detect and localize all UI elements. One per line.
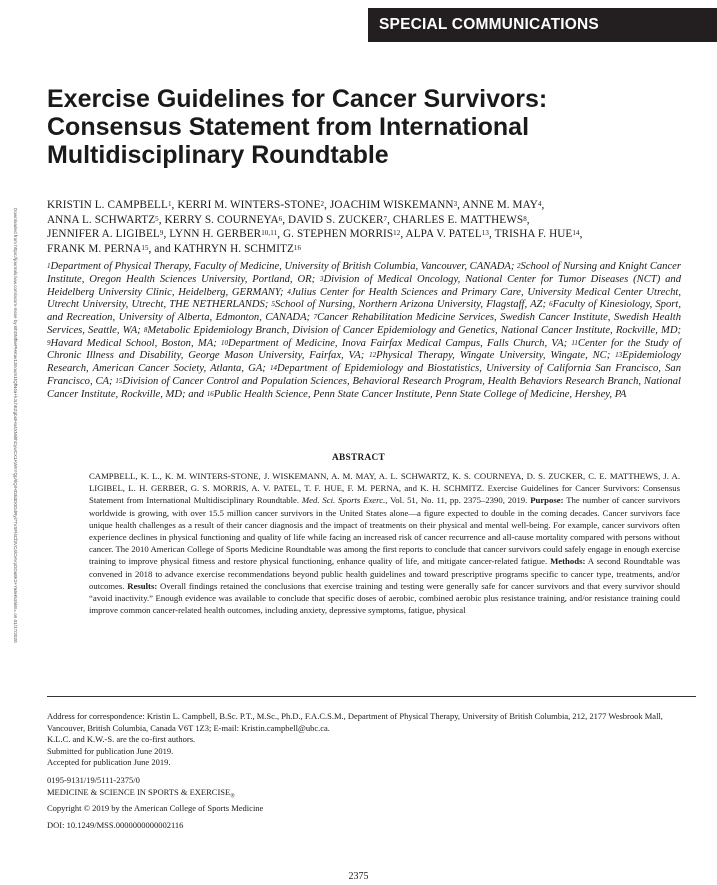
registered-mark: ®	[230, 793, 235, 800]
methods-text: A second Roundtable was convened in 2018 to advance exercise recommendations beyond public health guidelines and toward prescriptive programs specific to cancer type, treatments, and/or outcomes.	[89, 556, 680, 591]
author-name: , ANNE M. MAY	[457, 199, 538, 211]
page-number: 2375	[348, 871, 369, 882]
affil-text: Division of Medical Oncology, National Center for Tumor Diseases (NCT) and Heidelberg University Clinic, Heidelberg, GERMANY;	[47, 273, 681, 298]
results-label: Results:	[127, 580, 158, 591]
author-sup: 2	[320, 200, 325, 208]
affil-text: School of Nursing and Knight Cancer Institute, Oregon Health Sciences University, Portland, OR;	[47, 261, 682, 285]
article-code: 0195-9131/19/5111-2375/0	[47, 774, 140, 785]
results-text: Overall findings retained the conclusions that exercise training and testing were generally safe for cancer survivors and that every survivor should “avoid inactivity.” Enough evidence was available to conclude that specific doses of aerobic, combined aerobic plus resistance training, and/or resistance training could improve common cancer-related health outcomes, including anxiety, depressive symptoms, fatigue, physical	[89, 580, 681, 616]
affil-number: 9	[47, 338, 51, 347]
affil-text: School of Nursing, Northern Arizona University, Flagstaff, AZ;	[275, 299, 550, 311]
affil-text: Division of Cancer Control and Population Sciences, Behavioral Research Program, Health Behaviors Research Branch, National Cancer Institute, Rockville, MD; and	[47, 375, 681, 400]
author-name: , LYNN H. GERBER	[163, 228, 262, 241]
affiliations	[47, 261, 681, 401]
author-list	[47, 198, 677, 256]
author-name: , JOACHIM WISKEMANN	[324, 199, 454, 211]
doi-line: DOI: 10.1249/MSS.0000000000002116	[47, 820, 184, 831]
author-sup: 12	[393, 229, 401, 238]
author-line	[47, 213, 677, 228]
affil-text: Department of Medicine, Inova Fairfax Medical Campus, Falls Church, VA;	[228, 337, 572, 349]
author-sup: 9	[159, 229, 164, 238]
affil-number: 2	[517, 262, 521, 270]
affil-text: Metabolic Epidemiology Branch, Division of Cancer Epidemiology and Genetics, National Cancer Institute, Rockville, MD;	[147, 324, 681, 336]
abstract-body	[89, 470, 680, 616]
affil-text: Faculty of Kinesiology, Sport, and Recreation, University of Alberta, Edmonton, CANADA;	[47, 299, 681, 323]
affil-number: 4	[287, 287, 291, 296]
author-sup: 7	[383, 214, 388, 223]
correspondence-address: Address for correspondence: Kristin L. Campbell, B.Sc. P.T., M.Sc., Ph.D., F.A.C.S.M., Department of Physical Therapy, University of British Columbia, 212, 2177 Wesbrook Mall, Vancouver, British Columbia, Canada V6T 1Z3; E-mail: Kristin.campbell@ubc.ca.	[47, 711, 663, 733]
title-line: Exercise Guidelines for Cancer Survivors:	[47, 85, 548, 113]
journal-name: MEDICINE & SCIENCE IN SPORTS & EXERCISE	[47, 786, 231, 797]
author-sup: 8	[523, 214, 527, 223]
author-line	[47, 227, 677, 242]
author-name: , KERRY S. COURNEYA	[158, 213, 279, 226]
footnote-divider	[47, 696, 696, 697]
author-name: JENNIFER A. LIGIBEL	[47, 228, 160, 241]
affil-number: 10	[221, 338, 229, 347]
affil-number: 1	[47, 262, 51, 270]
footnote-block	[47, 711, 697, 832]
submitted-date: Submitted for publication June 2019.	[47, 745, 174, 756]
author-sup: 14	[572, 229, 580, 238]
affil-number: 12	[369, 351, 377, 360]
affil-text: Center for the Study of Chronic Illness and Disability, George Mason University, Fairfax, VA;	[47, 337, 681, 362]
affil-text: Julius Center for Health Sciences and Primary Care, University Medical Center Utrecht, Utrecht University, Utrecht, THE NETHERLANDS;	[47, 286, 681, 311]
author-sup: 13	[481, 229, 489, 238]
abstract-heading: ABSTRACT	[331, 453, 386, 463]
author-name: , TRISHA F. HUE	[488, 228, 573, 241]
author-name: FRANK M. PERNA	[47, 242, 142, 255]
author-name: KRISTIN L. CAMPBELL	[47, 199, 168, 211]
affil-number: 15	[115, 376, 123, 385]
accepted-date: Accepted for publication June 2019.	[47, 757, 171, 768]
affil-number: 5	[271, 300, 275, 309]
affil-text: Department of Physical Therapy, Faculty of Medicine, University of British Columbia, Vancouver, CANADA;	[50, 261, 518, 272]
author-name: ANNA L. SCHWARTZ	[47, 213, 156, 226]
affil-number: 11	[571, 338, 578, 347]
methods-label: Methods:	[550, 556, 586, 567]
title-line: Multidisciplinary Roundtable	[47, 141, 389, 169]
author-sup: 16	[293, 243, 302, 252]
affil-text: Havard Medical School, Boston, MA;	[50, 337, 222, 349]
author-sep: ,	[579, 228, 583, 241]
author-sup: 4	[537, 200, 542, 208]
abstract-citation-tail: Vol. 51, No. 11, pp. 2375–2390, 2019.	[387, 495, 531, 506]
affil-text: Epidemiology Research, American Cancer Society, Atlanta, GA;	[47, 350, 681, 374]
download-watermark	[2, 208, 18, 678]
author-sup: 10,11	[261, 229, 278, 238]
article-title	[47, 85, 667, 169]
affil-text: Physical Therapy, Wingate University, Wingate, NC;	[376, 350, 616, 362]
cofirst-note: K.L.C. and K.W.-S. are the co-first authors.	[47, 734, 196, 745]
author-sup: 3	[453, 200, 458, 208]
author-name: , KERRI M. WINTERS-STONE	[171, 199, 321, 211]
author-name: , CHARLES E. MATTHEWS	[387, 213, 524, 226]
author-line	[47, 242, 677, 257]
author-sep: ,	[541, 199, 545, 211]
author-name: , ALPA V. PATEL	[400, 228, 482, 241]
purpose-text: The number of cancer survivors worldwide is growing, with over 15.5 million cancer survivors in the United States alone—a figure expected to double in the coming decades. Cancer survivors face unique health challenges as a result of their cancer diagnosis and the impact of treatments on their physical and mental well-being. For example, cancer survivors often experience declines in physical functioning and quality of life while facing an increased risk of cancer recurrence and all-cause mortality compared with persons without cancer. The 2010 American College of Sports Medicine Roundtable was among the first reports to conclude that cancer survivors could safely engage in enough exercise training to improve physical fitness and restore physical functioning, enhance quality of life, and mitigate cancer-related fatigue.	[89, 495, 680, 567]
title-line: Consensus Statement from International	[47, 113, 530, 141]
author-line	[47, 198, 677, 213]
affil-text: Public Health Science, Penn State Cancer Institute, Penn State College of Medicine, Hershey, PA	[213, 388, 627, 400]
affil-number: 8	[143, 325, 148, 334]
author-sep: ,	[526, 213, 530, 226]
affil-number: 13	[615, 351, 623, 360]
download-watermark-text: Downloaded from https://journals.lww.com/acsm-msse by BhDMf5ePHKav1zEoum1tQfN4a+kJLhEZgbsIHo4XMi0hCywCX1AWnYQp/IlQrHD3i3D0OdRyi7TvSFl4Cf3VC4/OAVpDDa8K2+Ya6H515kE= on 01/17/2020	[13, 208, 18, 643]
author-name: , DAVID S. ZUCKER	[282, 213, 384, 226]
affil-number: 7	[313, 313, 318, 321]
author-sup: 15	[141, 243, 149, 252]
copyright-line: Copyright © 2019 by the American College of Sports Medicine	[47, 802, 264, 813]
author-name: , and KATHRYN H. SCHMITZ	[148, 242, 294, 255]
affil-number: 3	[319, 274, 324, 283]
affil-text: Cancer Rehabilitation Medicine Services, Swedish Cancer Institute, Swedish Health Services, Seattle, WA;	[47, 312, 681, 336]
journal-line	[47, 787, 697, 803]
affil-number: 14	[270, 364, 278, 372]
abstract-journal: Med. Sci. Sports Exerc.,	[301, 495, 388, 506]
affil-number: 6	[549, 300, 553, 309]
author-sup: 1	[167, 200, 172, 208]
author-name: , G. STEPHEN MORRIS	[277, 228, 394, 241]
author-sup: 5	[155, 214, 159, 223]
affil-number: 16	[206, 389, 214, 398]
purpose-label: Purpose:	[530, 495, 564, 506]
section-banner: SPECIAL COMMUNICATIONS	[368, 8, 717, 42]
abstract-citation: CAMPBELL, K. L., K. M. WINTERS-STONE, J. WISKEMANN, A. M. MAY, A. L. SCHWARTZ, K. S. COURNEYA, D. S. ZUCKER, C. E. MATTHEWS, J. A. LIGIBEL, L. H. GERBER, G. S. MORRIS, A. V. PATEL, T. F. HUE, F. M. PERNA, and K. H. SCHMITZ. Exercise Guidelines for Cancer Survivors: Consensus Statement from International Multidisciplinary Roundtable.	[89, 471, 680, 506]
affil-text: Department of Epidemiology and Biostatistics, University of California San Francisco, San Francisco, CA;	[47, 363, 681, 387]
author-sup: 6	[278, 214, 283, 223]
